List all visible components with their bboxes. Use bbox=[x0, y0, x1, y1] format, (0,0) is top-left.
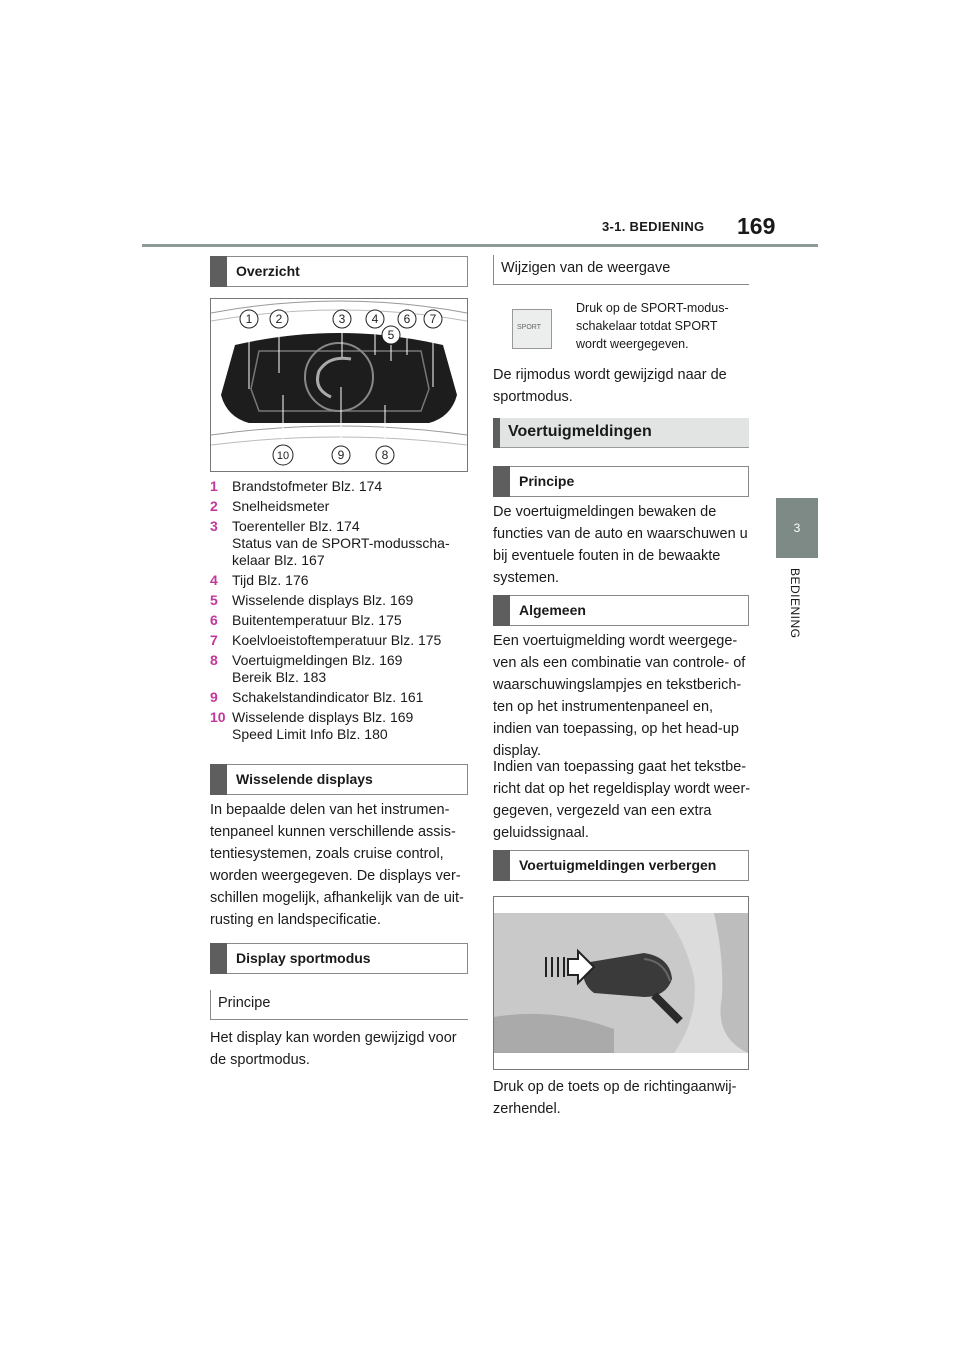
legend-number: 9 bbox=[210, 689, 218, 705]
heading-wisselende-text: Wisselende displays bbox=[236, 771, 373, 787]
heading-wijzigen bbox=[493, 255, 749, 285]
chapter-label-text: BEDIENING bbox=[788, 568, 802, 639]
heading-algemeen-text: Algemeen bbox=[519, 602, 586, 618]
legend-text: kelaar Blz. 167 bbox=[232, 552, 325, 568]
algemeen-paragraph-2: Indien van toepassing gaat het tekstbe- richt dat op het regeldisplay wordt weer- gegeven, vergezeld van een extra geluidssignaal. bbox=[493, 759, 751, 841]
legend-item bbox=[210, 478, 470, 495]
legend-text: Brandstofmeter Blz. 174 bbox=[232, 478, 383, 494]
instrument-cluster-illustration bbox=[211, 299, 467, 471]
heading-algemeen bbox=[493, 595, 749, 626]
legend-text: Tijd Blz. 176 bbox=[232, 572, 309, 588]
heading-overzicht bbox=[210, 256, 468, 287]
heading-principe-left-text: Principe bbox=[218, 995, 271, 1011]
legend-number: 2 bbox=[210, 498, 218, 514]
legend-number: 7 bbox=[210, 632, 218, 648]
legend-text: Bereik Blz. 183 bbox=[232, 669, 327, 685]
legend-item bbox=[210, 498, 470, 515]
legend-text: Schakelstandindicator Blz. 161 bbox=[232, 689, 424, 705]
sport-instruction: Druk op de SPORT-modus- schakelaar totdat SPORT wordt weergegeven. bbox=[576, 301, 729, 351]
verbergen-paragraph: Druk op de toets op de richtingaanwij- zerhendel. bbox=[493, 1079, 737, 1117]
heading-wijzigen-text: Wijzigen van de weergave bbox=[501, 260, 671, 276]
principe-left-paragraph: Het display kan worden gewijzigd voor de sportmodus. bbox=[210, 1030, 457, 1068]
callout-4: 4 bbox=[371, 312, 379, 326]
callout-8: 8 bbox=[381, 448, 389, 462]
section-title: 3-1. BEDIENING bbox=[602, 219, 705, 234]
chapter-label bbox=[778, 568, 818, 648]
chapter-tab bbox=[776, 498, 818, 558]
sport-switch-label: SPORT bbox=[517, 324, 541, 331]
legend-item bbox=[210, 592, 470, 609]
legend-text: Voertuigmeldingen Blz. 169 bbox=[232, 652, 403, 668]
figure-legend bbox=[210, 478, 470, 746]
heading-voertuigmeldingen bbox=[493, 418, 749, 448]
callout-1: 1 bbox=[245, 312, 253, 326]
legend-number: 1 bbox=[210, 478, 218, 494]
callout-2: 2 bbox=[275, 312, 283, 326]
heading-principe-left bbox=[210, 990, 468, 1020]
page-number: 169 bbox=[737, 213, 776, 239]
legend-number: 10 bbox=[210, 709, 226, 725]
legend-item bbox=[210, 689, 470, 706]
legend-number: 8 bbox=[210, 652, 218, 668]
heading-verbergen bbox=[493, 850, 749, 881]
legend-item bbox=[210, 652, 470, 686]
callout-10: 10 bbox=[276, 450, 290, 462]
legend-text: Buitentemperatuur Blz. 175 bbox=[232, 612, 402, 628]
legend-text: Speed Limit Info Blz. 180 bbox=[232, 726, 388, 742]
heading-verbergen-text: Voertuigmeldingen verbergen bbox=[519, 857, 717, 873]
legend-item bbox=[210, 632, 470, 649]
legend-text: Toerenteller Blz. 174 bbox=[232, 518, 360, 534]
legend-text: Wisselende displays Blz. 169 bbox=[232, 592, 414, 608]
heading-principe-right-text: Principe bbox=[519, 473, 575, 489]
legend-number: 4 bbox=[210, 572, 218, 588]
turn-signal-stalk-figure bbox=[493, 896, 749, 1070]
wisselende-paragraph: In bepaalde delen van het instrumen- tenpaneel kunnen verschillende assis- tentiesystemen, zoals cruise control, worden weergegeven. De displays ver- schillen mogelijk, afhankelijk van de uit- rusting en landspecificatie. bbox=[210, 802, 464, 928]
chapter-number: 3 bbox=[793, 521, 801, 535]
instrument-cluster-figure bbox=[210, 298, 468, 472]
heading-overzicht-text: Overzicht bbox=[236, 263, 300, 279]
sport-switch-icon bbox=[512, 309, 552, 349]
legend-item bbox=[210, 709, 470, 743]
header-divider bbox=[142, 244, 818, 247]
heading-voertuigmeldingen-text: Voertuigmeldingen bbox=[508, 423, 652, 440]
legend-item bbox=[210, 518, 470, 569]
legend-text: Snelheidsmeter bbox=[232, 498, 330, 514]
callout-5: 5 bbox=[387, 328, 395, 342]
principe-right-paragraph: De voertuigmeldingen bewaken de functies van de auto en waarschuwen u bij eventuele fouten in de bewaakte systemen. bbox=[493, 504, 748, 586]
legend-text: Wisselende displays Blz. 169 bbox=[232, 709, 414, 725]
callout-9: 9 bbox=[337, 448, 345, 462]
legend-number: 3 bbox=[210, 518, 218, 534]
legend-text: Status van de SPORT-modusscha- bbox=[232, 535, 450, 551]
heading-display-sportmodus bbox=[210, 943, 468, 974]
heading-sportmodus-text: Display sportmodus bbox=[236, 950, 371, 966]
callout-3: 3 bbox=[338, 312, 346, 326]
legend-text: Koelvloeistoftemperatuur Blz. 175 bbox=[232, 632, 442, 648]
legend-item bbox=[210, 612, 470, 629]
callout-7: 7 bbox=[429, 312, 437, 326]
legend-number: 5 bbox=[210, 592, 218, 608]
algemeen-paragraph-1: Een voertuigmelding wordt weergege- ven als een combinatie van controle- of waarschuwingslampjes en tekstberich- ten op het instrumentenpaneel en, indien van toepassing, op het head-up display. bbox=[493, 633, 746, 759]
heading-principe-right bbox=[493, 466, 749, 497]
legend-item bbox=[210, 572, 470, 589]
heading-wisselende-displays bbox=[210, 764, 468, 795]
legend-number: 6 bbox=[210, 612, 218, 628]
rijmodus-paragraph: De rijmodus wordt gewijzigd naar de sportmodus. bbox=[493, 367, 727, 405]
callout-6: 6 bbox=[403, 312, 411, 326]
turn-signal-stalk-illustration bbox=[494, 897, 748, 1069]
